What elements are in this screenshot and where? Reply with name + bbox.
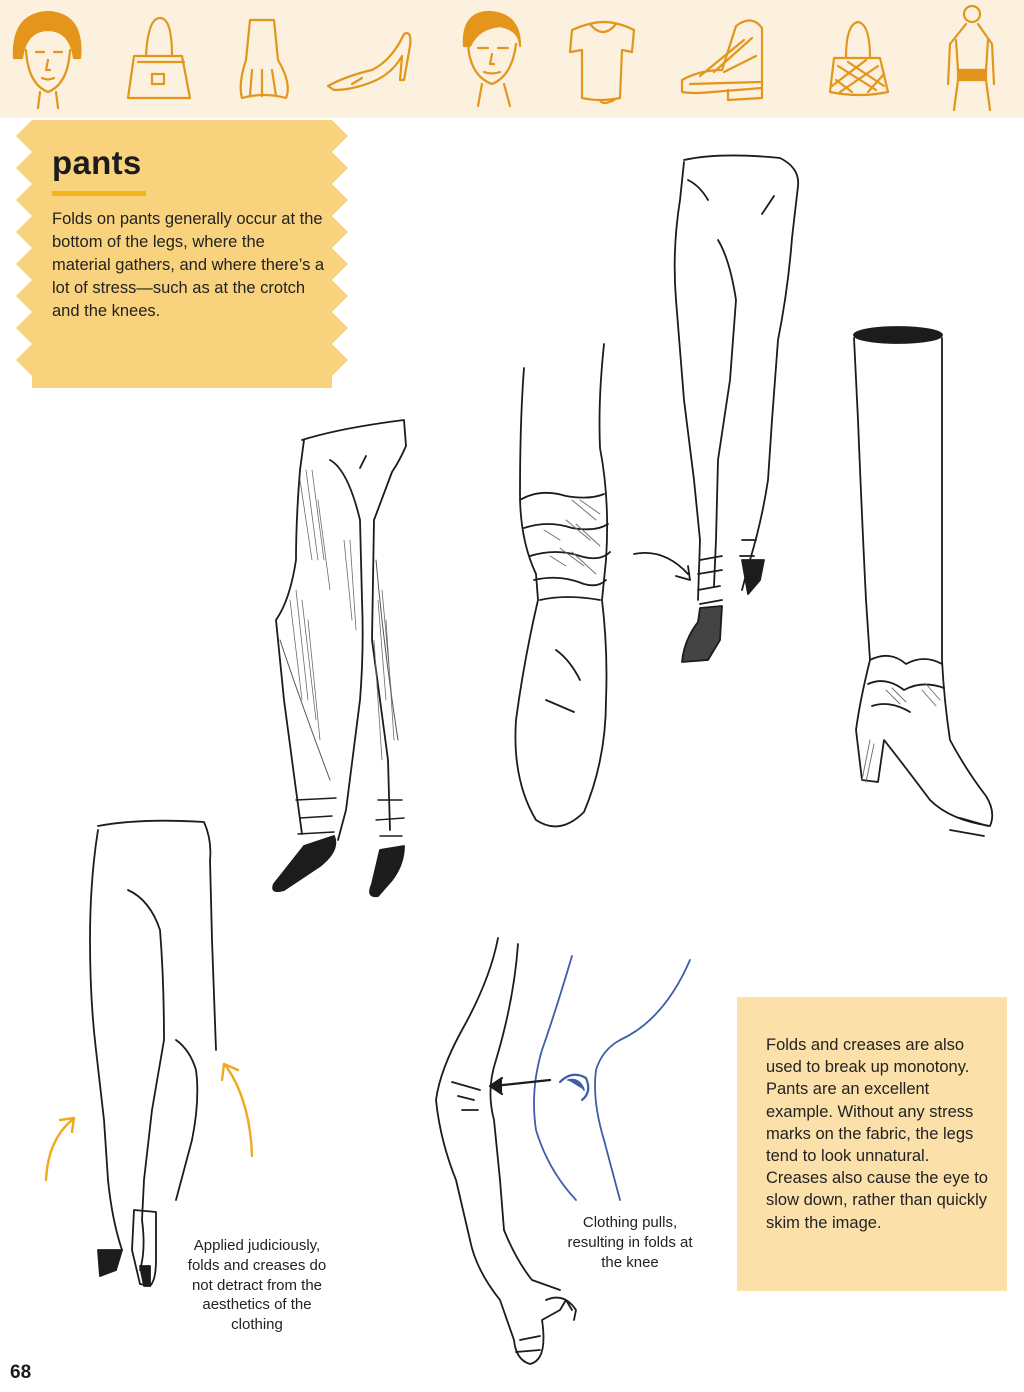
caption-applied: Applied judiciously, folds and creases do not detract from the aesthetics of the clothing — [187, 1237, 327, 1334]
page-title: pants — [52, 144, 142, 181]
arrow-to-knee-icon — [490, 1078, 550, 1094]
page-number: 68 — [10, 1362, 32, 1383]
knee-fold-leg-illustration — [436, 938, 576, 1364]
caption-clothing-pulls: Clothing pulls, resulting in folds at the knee — [567, 1214, 693, 1271]
blue-leg-sketch — [534, 956, 690, 1200]
sidebar-note-text: Folds and creases are also used to break up monotony. Pants are an excellent example. Without any stress marks on the fabric, the legs tend to look unnatural. Creases also cause the eye to slow down, rather than quickly skim the image. — [766, 1036, 988, 1232]
orange-arrows — [46, 1064, 252, 1180]
outline-pants-illustration — [90, 821, 216, 1286]
intro-paragraph: Folds on pants generally occur at the bottom of the legs, where the material gathers, and where there’s a lot of stress—such as at the crotch and the knees. — [52, 210, 325, 320]
shaded-pants-illustration — [273, 420, 406, 896]
cuffed-leg-illustration — [515, 344, 610, 826]
boot-leg-illustration — [854, 327, 992, 836]
arrow-to-hem-icon — [634, 553, 690, 580]
slim-pants-illustration — [675, 155, 799, 662]
